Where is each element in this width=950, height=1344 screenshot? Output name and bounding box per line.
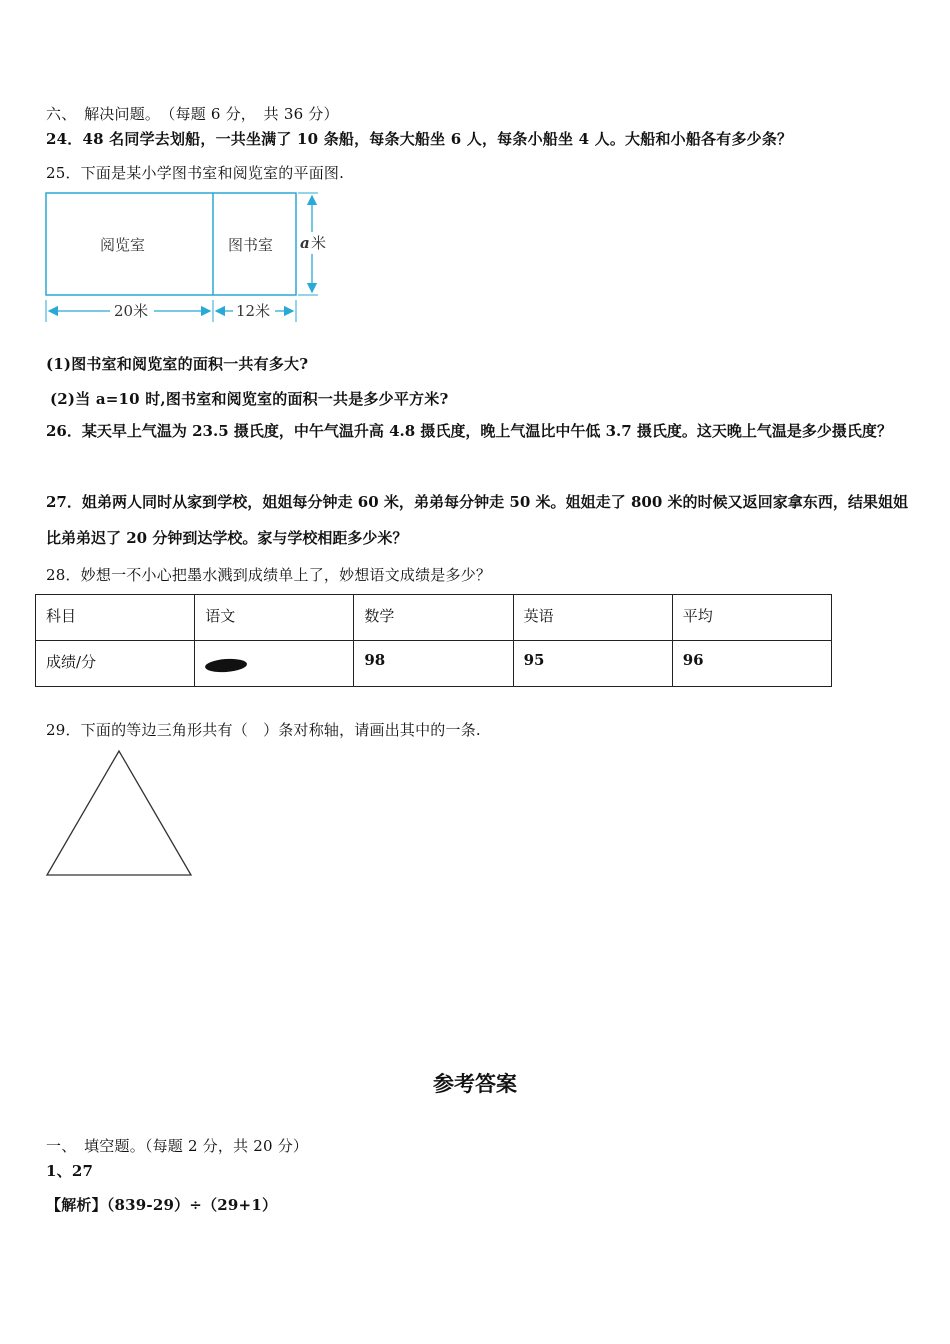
- answer-1-analysis: 【解析】（839-29）÷（29+1）: [46, 1196, 278, 1214]
- ink-blot-icon: [205, 658, 248, 674]
- header-math: 数学: [354, 595, 513, 641]
- score-table: [35, 594, 832, 687]
- question-27: 27．姐弟两人同时从家到学校，姐姐每分钟走 60 米，弟弟每分钟走 50 米。姐姐走了 800 米的时候又返回家拿东西，结果姐姐比弟弟迟了 20 分钟到达学校。家与学校相距多少米？: [46, 493, 908, 547]
- reading-room-label: 阅览室: [100, 236, 146, 254]
- question-26: 26．某天早上气温为 23.5 摄氏度，中午气温升高 4.8 摄氏度，晚上气温比中午低 3.7 摄氏度。这天晚上气温是多少摄氏度？: [46, 422, 892, 440]
- question-29: 29．下面的等边三角形共有（ ）条对称轴，请画出其中的一条.: [46, 721, 481, 739]
- table-score-row: [36, 641, 832, 687]
- header-average: 平均: [672, 595, 831, 641]
- math-score: 98: [354, 641, 513, 687]
- answers-title: 参考答案: [433, 1072, 517, 1096]
- room-floor-plan: [40, 186, 340, 326]
- header-chinese: 语文: [195, 595, 354, 641]
- height-variable-label: a: [300, 234, 310, 252]
- question-28: 28．妙想一不小心把墨水溅到成绩单上了，妙想语文成绩是多少？: [46, 566, 492, 584]
- right-width-label: 12米: [236, 302, 271, 320]
- height-unit-label: 米: [311, 234, 327, 252]
- question-25-part-2: (2)当 a=10 时,图书室和阅览室的面积一共是多少平方米?: [50, 390, 449, 408]
- average-score: 96: [672, 641, 831, 687]
- equilateral-triangle: [44, 748, 194, 878]
- row-label: 成绩/分: [36, 641, 195, 687]
- header-subject: 科目: [36, 595, 195, 641]
- answers-section-1-header: 一、 填空题。（每题 2 分，共 20 分）: [46, 1137, 309, 1155]
- section-6-header: 六、 解决问题。 （每题 6 分， 共 36 分）: [46, 105, 339, 123]
- answer-1: 1、27: [46, 1162, 94, 1180]
- question-25: 25．下面是某小学图书室和阅览室的平面图.: [46, 164, 345, 182]
- triangle-shape: [47, 751, 191, 875]
- english-score: 95: [513, 641, 672, 687]
- header-english: 英语: [513, 595, 672, 641]
- question-24: 24．48 名同学去划船，一共坐满了 10 条船，每条大船坐 6 人，每条小船坐 4 人。大船和小船各有多少条？: [46, 130, 793, 148]
- library-label: 图书室: [228, 236, 274, 254]
- table-header-row: [36, 595, 832, 641]
- question-25-part-1: (1)图书室和阅览室的面积一共有多大?: [46, 355, 309, 373]
- chinese-score-cell: [195, 641, 354, 687]
- left-width-label: 20米: [114, 302, 149, 320]
